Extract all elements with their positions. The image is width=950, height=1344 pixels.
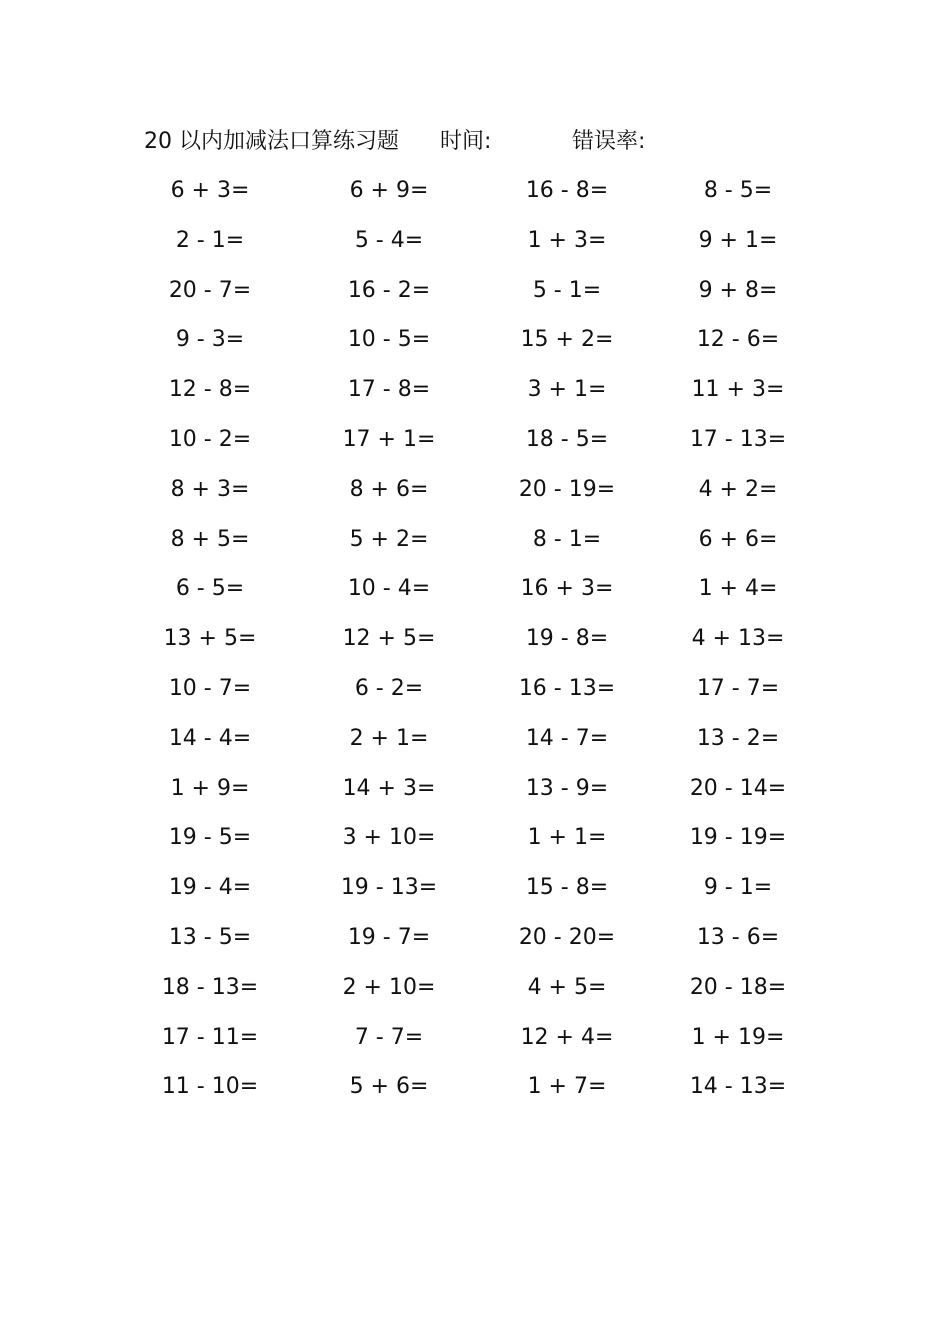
problem-item: 15 + 2= [520, 327, 614, 353]
problem-item: 16 - 13= [518, 675, 616, 701]
problem-item: 2 + 10= [342, 974, 436, 1000]
problem-item: 1 + 1= [527, 825, 607, 851]
problem-item: 5 + 6= [349, 1074, 429, 1100]
problem-item: 10 - 2= [168, 426, 252, 452]
problem-item: 11 - 10= [161, 1074, 259, 1100]
problem-item: 2 + 1= [349, 725, 429, 751]
problem-item: 6 + 9= [349, 178, 429, 203]
problem-item: 6 + 3= [170, 178, 250, 203]
problem-item: 4 + 5= [527, 974, 607, 1000]
problem-item: 18 - 5= [525, 426, 609, 452]
problem-item: 13 - 5= [168, 924, 252, 950]
problem-item: 8 + 6= [349, 476, 429, 502]
error-rate-label: 错误率: [572, 129, 646, 154]
problem-item: 1 + 3= [527, 227, 607, 253]
problem-item: 11 + 3= [691, 377, 785, 403]
problem-item: 10 - 7= [168, 675, 252, 701]
problem-item: 8 - 1= [532, 526, 602, 552]
problem-item: 14 + 3= [342, 775, 436, 801]
problem-item: 13 + 5= [163, 626, 257, 652]
problem-item: 9 - 1= [703, 875, 773, 901]
problem-item: 19 - 7= [347, 924, 431, 950]
problem-item: 12 - 6= [696, 327, 780, 353]
problem-item: 4 + 13= [691, 626, 785, 652]
problem-item: 12 + 4= [520, 1024, 614, 1050]
problem-item: 1 + 7= [527, 1074, 607, 1100]
problem-item: 13 - 9= [525, 775, 609, 801]
problem-item: 16 + 3= [520, 576, 614, 602]
problem-item: 14 - 13= [689, 1074, 787, 1100]
time-label: 时间: [440, 129, 492, 154]
problem-item: 5 - 4= [354, 227, 424, 253]
problem-item: 17 - 8= [347, 377, 431, 403]
problem-item: 17 - 7= [696, 675, 780, 701]
problem-item: 12 - 8= [168, 377, 252, 403]
problem-item: 17 - 11= [161, 1024, 259, 1050]
worksheet-title: 20 以内加减法口算练习题 [144, 129, 399, 154]
problem-item: 14 - 4= [168, 725, 252, 751]
problem-item: 20 - 19= [518, 476, 616, 502]
problem-item: 19 - 13= [340, 875, 438, 901]
problem-item: 17 - 13= [689, 426, 787, 452]
problem-item: 18 - 13= [161, 974, 259, 1000]
problem-item: 19 - 4= [168, 875, 252, 901]
problem-item: 19 - 19= [689, 825, 787, 851]
problem-item: 16 - 8= [525, 178, 609, 203]
problem-item: 9 + 1= [698, 227, 778, 253]
problem-item: 1 + 4= [698, 576, 778, 602]
problem-item: 13 - 2= [696, 725, 780, 751]
problem-item: 1 + 19= [691, 1024, 785, 1050]
problem-item: 14 - 7= [525, 725, 609, 751]
problem-item: 3 + 1= [527, 377, 607, 403]
problem-item: 15 - 8= [525, 875, 609, 901]
problem-item: 3 + 10= [342, 825, 436, 851]
problem-item: 19 - 5= [168, 825, 252, 851]
problem-item: 7 - 7= [354, 1024, 424, 1050]
problem-item: 17 + 1= [342, 426, 436, 452]
problem-item: 8 - 5= [703, 178, 773, 203]
problem-item: 20 - 7= [168, 277, 252, 303]
problem-item: 6 - 5= [175, 576, 245, 602]
problem-item: 6 - 2= [354, 675, 424, 701]
problem-item: 9 - 3= [175, 327, 245, 353]
problem-item: 13 - 6= [696, 924, 780, 950]
worksheet-header [144, 124, 744, 160]
problem-item: 5 - 1= [532, 277, 602, 303]
problem-item: 12 + 5= [342, 626, 436, 652]
problem-item: 20 - 20= [518, 924, 616, 950]
problem-item: 8 + 5= [170, 526, 250, 552]
problem-item: 20 - 18= [689, 974, 787, 1000]
problem-item: 10 - 5= [347, 327, 431, 353]
problem-item: 2 - 1= [175, 227, 245, 253]
problem-item: 4 + 2= [698, 476, 778, 502]
problem-item: 8 + 3= [170, 476, 250, 502]
problem-item: 9 + 8= [698, 277, 778, 303]
problem-item: 19 - 8= [525, 626, 609, 652]
problem-item: 20 - 14= [689, 775, 787, 801]
problem-item: 6 + 6= [698, 526, 778, 552]
problem-grid [120, 166, 820, 1112]
problem-item: 10 - 4= [347, 576, 431, 602]
problem-item: 5 + 2= [349, 526, 429, 552]
problem-item: 1 + 9= [170, 775, 250, 801]
problem-item: 16 - 2= [347, 277, 431, 303]
